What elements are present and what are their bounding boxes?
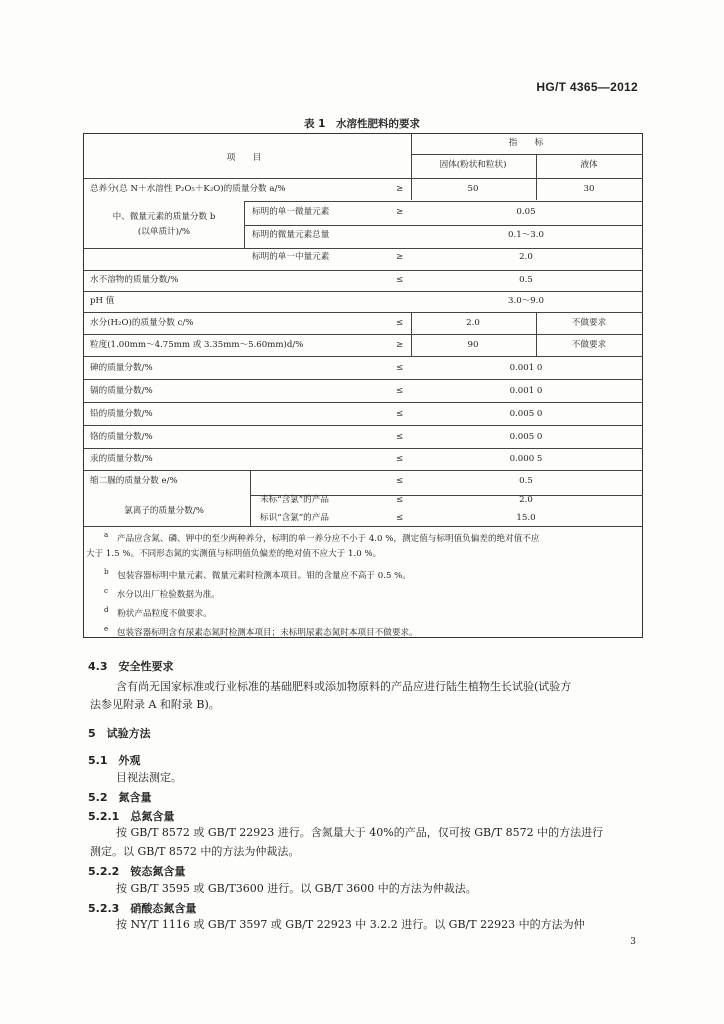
section-5-2-1-para-2: 测定。以 GB/T 8572 中的方法为仲裁法。 (90, 845, 300, 858)
section-4-3-para-2: 法参见附录 A 和附录 B)。 (90, 698, 220, 711)
section-5-heading: 5 试验方法 (88, 727, 151, 740)
col-index-header: 指 标 (508, 138, 544, 148)
row-chloride-v1: 2.0 (519, 495, 533, 505)
row-biuret-op: ≤ (396, 476, 404, 486)
row-mercury-label: 汞的质量分数/% (90, 454, 153, 464)
note-a: $^a$ 产品应含氮、磷、钾中的至少两种养分，标明的单一养分应不小于 4.0 %，测定值与标明值负偏差的绝对值不应 (104, 530, 540, 544)
section-4-3-heading: 4.3 安全性要求 (88, 660, 174, 673)
row-elements-v3: 2.0 (519, 252, 533, 262)
row-ph-value: 3.0～9.0 (508, 296, 544, 306)
row-mercury-value: 0.000 5 (509, 454, 543, 464)
row-elements-v2: 0.1～3.0 (508, 230, 544, 240)
col-liquid-header: 液体 (580, 160, 598, 170)
row-arsenic-value: 0.001 0 (509, 363, 543, 373)
row-biuret-value: 0.5 (519, 476, 533, 486)
row-chromium-label: 铬的质量分数/% (90, 432, 153, 442)
row-elements-sub1: 标明的单一微量元素 (252, 207, 330, 217)
row-elements-op1: ≥ (396, 207, 404, 217)
section-5-1-para: 目视法测定。 (116, 771, 182, 784)
section-5-2-2-heading: 5.2.2 铵态氮含量 (88, 865, 186, 878)
section-4-3-para-1: 含有尚无国家标准或行业标准的基础肥料或添加物原料的产品应进行陆生植物生长试验(试验方 (116, 680, 572, 693)
row-insoluble-label: 水不溶物的质量分数/% (90, 275, 179, 285)
page-number: 3 (630, 937, 636, 947)
row-moisture-label: 水分(H₂O)的质量分数 c/% (90, 318, 194, 328)
row-chromium-op: ≤ (396, 432, 404, 442)
row-chloride-sub1: 未标“含氯”的产品 (260, 495, 329, 505)
section-5-2-2-para: 按 GB/T 3595 或 GB/T3600 进行。以 GB/T 3600 中的方法为仲裁法。 (116, 882, 477, 895)
note-e: $^e$ 包装容器标明含有尿素态氮时检测本项目；未标明尿素态氮时本项目不做要求。 (104, 624, 418, 638)
row-total-nutrient-operator: ≥ (396, 184, 404, 194)
row-total-nutrient-solid: 50 (467, 184, 479, 194)
row-granularity-label: 粒度(1.00mm～4.75mm 或 3.35mm～5.60mm)d/% (90, 340, 304, 350)
requirements-table (83, 133, 643, 638)
row-chloride-sub2: 标识“含氯”的产品 (260, 513, 329, 523)
section-5-2-1-heading: 5.2.1 总氮含量 (88, 810, 175, 823)
note-a-cont: 大于 1.5 %。不同形态氮的实测值与标明值负偏差的绝对值不应大于 1.0 %。 (86, 549, 382, 559)
row-chloride-op1: ≤ (396, 495, 404, 505)
row-biuret-label: 缩二脲的质量分数 e/% (90, 476, 178, 486)
row-lead-op: ≤ (396, 409, 404, 419)
document-code: HG/T 4365—2012 (536, 80, 638, 94)
row-insoluble-op: ≤ (396, 275, 404, 285)
row-total-nutrient-label: 总养分(总 N＋水溶性 P₂O₅＋K₂O)的质量分数 a/% (90, 184, 286, 194)
note-c: $^c$ 水分以出厂检验数据为准。 (104, 586, 220, 600)
row-elements-sub2: 标明的微量元素总量 (252, 230, 330, 240)
row-chloride-op2: ≤ (396, 513, 404, 523)
row-moisture-op: ≤ (396, 318, 404, 328)
row-lead-value: 0.005 0 (509, 409, 543, 419)
row-elements-label-a: 中、微量元素的质量分数 b (112, 212, 216, 222)
row-insoluble-value: 0.5 (519, 275, 533, 285)
col-item-header: 项 目 (226, 153, 262, 163)
row-granularity-op: ≥ (396, 340, 404, 350)
row-chromium-value: 0.005 0 (509, 432, 543, 442)
note-b: $^b$ 包装容器标明中量元素、微量元素时检测本项目。钼的含量应不高于 0.5 %。 (104, 567, 411, 581)
row-cadmium-op: ≤ (396, 386, 404, 396)
row-elements-v1: 0.05 (516, 207, 536, 217)
row-arsenic-op: ≤ (396, 363, 404, 373)
row-chloride-v2: 15.0 (516, 513, 536, 523)
section-5-2-1-para-1: 按 GB/T 8572 或 GB/T 22923 进行。含氮量大于 40%的产品，仅可按 GB/T 8572 中的方法进行 (116, 826, 604, 839)
row-moisture-liquid: 不做要求 (571, 318, 607, 328)
row-elements-sub3: 标明的单一中量元素 (252, 252, 330, 262)
row-arsenic-label: 砷的质量分数/% (90, 363, 153, 373)
row-cadmium-label: 镉的质量分数/% (90, 386, 153, 396)
table-caption: 表 1 水溶性肥料的要求 (304, 118, 420, 130)
row-elements-op3: ≥ (396, 252, 404, 262)
row-granularity-solid: 90 (467, 340, 479, 350)
row-cadmium-value: 0.001 0 (509, 386, 543, 396)
col-solid-header: 固体(粉状和粒状) (439, 160, 507, 170)
row-lead-label: 铅的质量分数/% (90, 409, 153, 419)
section-5-2-3-para: 按 NY/T 1116 或 GB/T 3597 或 GB/T 22923 中 3.2.2 进行。以 GB/T 22923 中的方法为仲 (116, 918, 585, 931)
row-granularity-liquid: 不做要求 (571, 340, 607, 350)
row-elements-label-b: (以单质计)/% (137, 227, 191, 237)
row-moisture-solid: 2.0 (466, 318, 480, 328)
row-chloride-label: 氯离子的质量分数/% (124, 506, 204, 516)
section-5-2-heading: 5.2 氮含量 (88, 791, 152, 804)
section-5-1-heading: 5.1 外观 (88, 754, 141, 767)
row-ph-label: pH 值 (90, 296, 115, 306)
row-mercury-op: ≤ (396, 454, 404, 464)
note-d: $^d$ 粉状产品粒度不做要求。 (104, 605, 212, 619)
section-5-2-3-heading: 5.2.3 硝酸态氮含量 (88, 902, 197, 915)
row-total-nutrient-liquid: 30 (583, 184, 595, 194)
